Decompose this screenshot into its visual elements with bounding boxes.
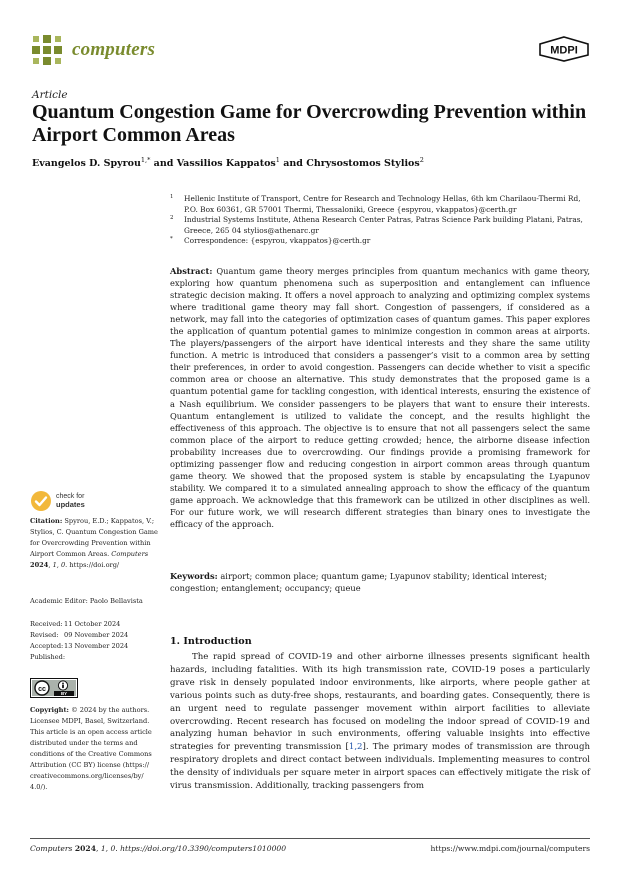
- author-name: Evangelos D. Spyrou: [32, 158, 141, 170]
- copyright-text: © 2024 by the authors. Licensee MDPI, Basel, Switzerland. This article is an open access article distributed under the terms and conditions of the Creative Commons Attribution (CC BY) license (https:// creativecommons.org/licenses/by/ 4.0/).: [30, 706, 152, 791]
- date-label: Received:: [30, 620, 63, 628]
- date-row: [30, 619, 158, 630]
- affiliation-number: 2: [170, 215, 174, 221]
- cc-badge-text: BY: [60, 691, 68, 697]
- citation-reference-link[interactable]: 1,2: [348, 742, 363, 753]
- affiliation-text: Industrial Systems Institute, Athena Research Center Patras, Patras Science Park building Platani, Patras, Greece, 265 04 stylios@athenarc.gr: [184, 215, 583, 235]
- author-affiliation-mark: 2: [419, 156, 424, 164]
- footer-year: 2024: [74, 844, 96, 853]
- journal-logo[interactable]: [30, 33, 155, 67]
- check-updates-line1: check for: [56, 492, 85, 500]
- intro-text: The rapid spread of COVID-19 and other airborne illnesses presents significant health hazards, including fatalities. With its high transmission rate, COVID-19 poses a particularly grave risk in densely populated indoor environments, like airports, where people gather at various points such as duty-free shops, restaurants, and boarding gates. Consequently, there is an urgent need to regulate passenger movement within airport facilities to alleviate overcrowding. Recent research has focused on modeling the indoor spread of COVID-19 and analyzing human behavior in such environments, offering valuable insights into effective strategies for preventing transmission [: [170, 652, 590, 753]
- affiliation-text: Hellenic Institute of Transport, Centre for Research and Technology Hellas, 6th km Charilaou-Thermi Rd, P.O. Box 60361, GR 57001 Thermi, Thessaloniki, Greece {espyrou, vkappatos}@certh.gr: [184, 194, 581, 214]
- abstract: [170, 265, 590, 530]
- intro-text: ]. The primary modes of transmission are through respiratory droplets and direct contact between individuals. Implementing measures to control the density of individuals per square meter in airport spaces can effectively mitigate the risk of virus transmission. Additionally, tracking passengers from: [170, 742, 590, 792]
- author-name: Chrysostomos Stylios: [306, 158, 420, 170]
- academic-editor: Academic Editor: Paolo Bellavista: [30, 597, 143, 605]
- author-affiliation-mark: 1: [275, 156, 280, 164]
- citation-journal: Computers: [111, 550, 149, 558]
- author-separator: and: [150, 158, 177, 170]
- date-row: [30, 641, 158, 652]
- check-for-updates-badge[interactable]: [30, 490, 85, 512]
- journal-emblem-icon: [30, 33, 64, 67]
- journal-name: computers: [72, 39, 156, 60]
- author-name: Vassilios Kappatos: [176, 158, 276, 170]
- keywords-text: airport; common place; quantum game; Lyapunov stability; identical interest; congestion; entanglement; occupancy; queue: [170, 571, 547, 593]
- affiliation-item: [170, 215, 590, 236]
- date-label: Revised:: [30, 631, 59, 639]
- author-separator: and: [279, 158, 307, 170]
- publication-dates: [30, 619, 158, 663]
- mdpi-logo-text: MDPI: [550, 44, 578, 57]
- copyright-label: Copyright:: [30, 706, 69, 714]
- author-affiliation-mark: 1,*: [140, 156, 151, 164]
- citation-volume: 1, 0.: [52, 561, 68, 569]
- affiliation-number: *: [170, 236, 173, 242]
- article-title: Quantum Congestion Game for Overcrowding Prevention within Airport Common Areas: [32, 101, 587, 146]
- affiliation-item: [170, 236, 590, 247]
- date-label: Accepted:: [30, 642, 64, 650]
- introduction-paragraph: [170, 651, 590, 793]
- date-value: 09 November 2024: [64, 631, 129, 639]
- footer-citation: Computers 2024, 1, 0. https://doi.org/10.3390/computers1010000: [30, 844, 287, 853]
- author-list: [32, 156, 424, 169]
- mdpi-logo-icon[interactable]: [538, 36, 590, 62]
- citation-year: 2024: [30, 561, 49, 569]
- footer-volume-doi[interactable]: 1, 0. https://doi.org/10.3390/computers1010000: [100, 844, 287, 853]
- citation-block: Citation: Spyrou, E.D.; Kappatos, V.; Stylios, C. Quantum Congestion Game for Overcrowding Prevention within Airport Common Areas. Computers 2024, 1, 0. https://doi.org/: [30, 517, 158, 569]
- affiliation-number: 1: [170, 194, 174, 200]
- date-row: [30, 652, 158, 663]
- affiliation-text: Correspondence: {espyrou, vkappatos}@certh.gr: [184, 236, 371, 245]
- citation-label: Citation:: [30, 517, 63, 525]
- citation-doi-link[interactable]: https://doi.org/: [69, 561, 120, 569]
- date-value: 11 October 2024: [64, 620, 121, 628]
- article-type: Article: [32, 89, 68, 101]
- abstract-label: Abstract:: [170, 266, 213, 276]
- date-label: Published:: [30, 653, 66, 661]
- affiliations: [170, 194, 590, 247]
- abstract-text: Quantum game theory merges principles from quantum mechanics with game theory, exploring how quantum phenomena such as superposition and entanglement can influence strategic decision making. It offers a novel approach to analyzing and optimizing complex systems where traditional game theory may fall short. Congestion of passengers, if considered as a network, may fall into the categories of optimization cases of quantum games. This paper explores the application of quantum potential games to minimize congestion in common areas at airports. The players/passengers of the airport have identical interests and they share the same utility function. A metric is introduced that considers a passenger’s visit to a common area by setting their preferences, in order to avoid congestion. Passengers can decide whether to visit a specific common area or choose an alternative. This study demonstrates that the proposed game is a quantum potential game for tackling congestion, with identical interests, ensuring the existence of a Nash equilibrium. We consider passengers to be players that want to ensure their interests. Quantum entanglement is utilized to validate the concept, and the results highlight the effectiveness of this approach. The objective is to ensure that not all passengers select the same common place of the airport to reduce getting crowded; hence, the airborne disease infection probability increases due to overcrowding. Our findings provide a promising framework for optimizing passenger flow and reducing congestion in airport common areas through quantum game theory. We showed that the proposed system is stable by encapsulating the Lyapunov stability. We compared it to a simulated annealing approach to show the efficacy of the quantum game approach. We acknowledge that this framework can be utilized in other disciplines as well. For our future work, we will research different strategies than binary ones to investigate the efficacy of the approach.: [170, 266, 590, 529]
- footer-journal-url[interactable]: https://www.mdpi.com/journal/computers: [430, 844, 590, 853]
- cc-by-license-icon[interactable]: [30, 678, 78, 698]
- check-updates-icon: [30, 490, 52, 512]
- date-row: [30, 630, 158, 641]
- citation-text: Spyrou, E.D.; Kappatos, V.; Stylios, C. Quantum Congestion Game for Overcrowding Prevention within Airport Common Areas.: [30, 517, 158, 558]
- check-updates-line2: updates: [56, 499, 85, 509]
- footer-divider: [30, 838, 590, 839]
- svg-text:cc: cc: [38, 685, 46, 693]
- keywords: [170, 570, 590, 594]
- affiliation-item: [170, 194, 590, 215]
- footer-journal: Computers: [30, 844, 73, 853]
- section-heading: 1. Introduction: [170, 636, 252, 647]
- copyright-notice: [30, 705, 158, 793]
- date-value: 13 November 2024: [64, 642, 129, 650]
- keywords-label: Keywords:: [170, 571, 218, 581]
